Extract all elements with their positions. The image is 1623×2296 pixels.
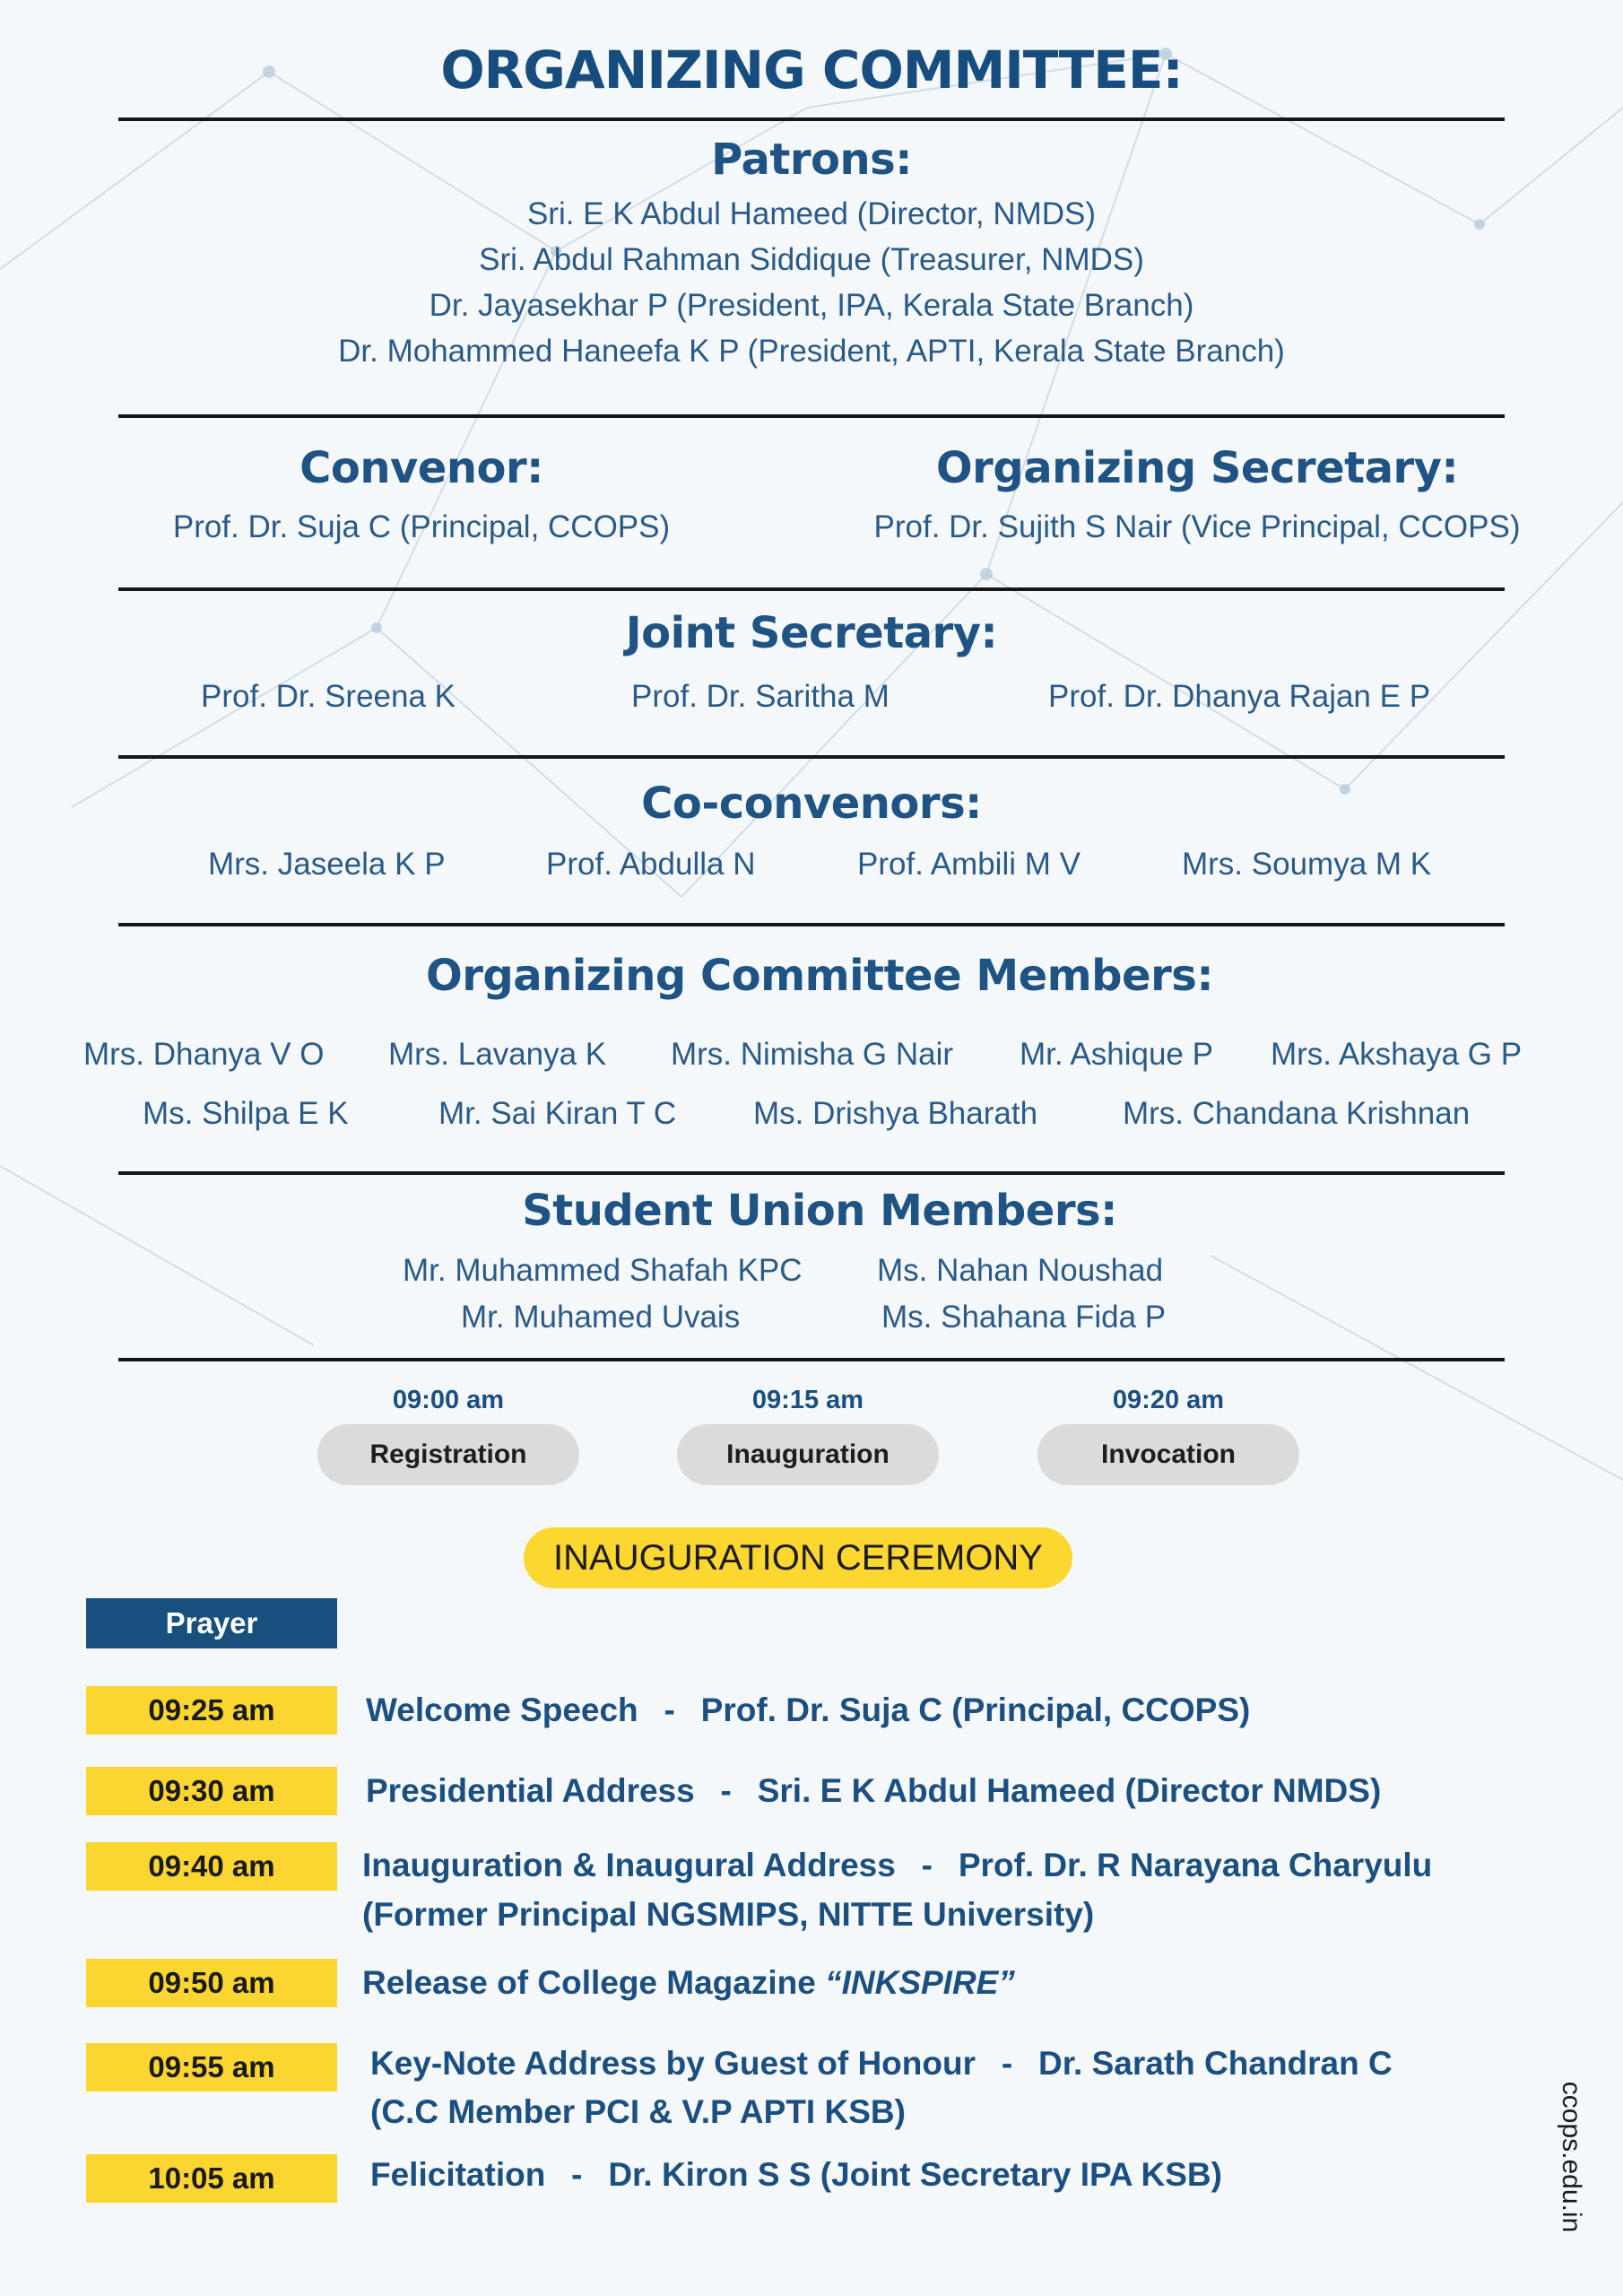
program-time: 09:25 am (86, 1686, 337, 1735)
schedule-time: 09:00 am (392, 1386, 505, 1414)
program-speaker: Prof. Dr. R Narayana Charyulu (958, 1847, 1433, 1883)
program-item (370, 2039, 1393, 2088)
divider (118, 923, 1505, 926)
student-union-name: Ms. Shahana Fida P (881, 1300, 1167, 1335)
convenor-name: Prof. Dr. Suja C (Principal, CCOPS) (172, 509, 671, 544)
committee-member-name: Mrs. Nimisha G Nair (671, 1037, 954, 1072)
program-time: 09:55 am (86, 2043, 337, 2092)
program-separator: - (1001, 2045, 1013, 2082)
co-convenor-name: Mrs. Jaseela K P (208, 847, 446, 882)
joint-secretary-heading: Joint Secretary: (625, 608, 998, 658)
co-convenor-name: Prof. Ambili M V (857, 847, 1081, 882)
student-union-name: Mr. Muhammed Shafah KPC (403, 1253, 803, 1288)
co-convenor-name: Prof. Abdulla N (546, 847, 756, 882)
program-time: 09:40 am (86, 1842, 337, 1891)
registration-pill: Registration (317, 1424, 579, 1485)
prayer-label: Prayer (86, 1598, 337, 1648)
program-title: Felicitation (370, 2156, 546, 2193)
program-speaker: Prof. Dr. Suja C (Principal, CCOPS) (700, 1692, 1251, 1728)
divider (118, 1171, 1505, 1175)
co-convenors-heading: Co-convenors: (641, 778, 982, 829)
program-speaker: Sri. E K Abdul Hameed (Director NMDS) (757, 1772, 1382, 1809)
divider (118, 1358, 1505, 1361)
committee-member-name: Mr. Sai Kiran T C (438, 1096, 677, 1131)
committee-member-name: Ms. Drishya Bharath (753, 1096, 1038, 1131)
program-time: 09:30 am (86, 1767, 337, 1815)
program-item (366, 1686, 1250, 1735)
program-item (362, 1841, 1432, 1890)
program-title: Welcome Speech (366, 1692, 638, 1728)
program-title: Release of College Magazine (362, 1964, 816, 2001)
program-item (370, 2151, 1222, 2199)
patron-name: Sri. Abdul Rahman Siddique (Treasurer, NMDS) (479, 242, 1144, 277)
schedule-time: 09:15 am (751, 1386, 864, 1414)
student-union-heading: Student Union Members: (522, 1186, 1117, 1236)
committee-member-name: Mrs. Dhanya V O (83, 1037, 325, 1072)
patron-name: Dr. Jayasekhar P (President, IPA, Kerala State Branch) (429, 288, 1194, 323)
joint-secretary-name: Prof. Dr. Dhanya Rajan E P (1048, 679, 1431, 714)
program-time: 09:50 am (86, 1959, 337, 2007)
program-speaker: Dr. Kiron S S (Joint Secretary IPA KSB) (608, 2156, 1222, 2193)
program-separator: - (921, 1847, 933, 1883)
committee-members-heading: Organizing Committee Members: (425, 951, 1214, 1001)
website-label (1551, 2081, 1591, 2233)
magazine-name: “INKSPIRE” (825, 1964, 1015, 2001)
program-title: Key-Note Address by Guest of Honour (370, 2045, 976, 2082)
program-time: 10:05 am (86, 2154, 337, 2203)
joint-secretary-name: Prof. Dr. Saritha M (631, 679, 890, 714)
committee-member-name: Mrs. Chandana Krishnan (1123, 1096, 1471, 1131)
program-separator: - (664, 1692, 675, 1728)
co-convenor-name: Mrs. Soumya M K (1182, 847, 1432, 882)
divider (118, 414, 1505, 418)
patrons-heading: Patrons: (711, 135, 912, 185)
program-title: Inauguration & Inaugural Address (362, 1847, 896, 1883)
joint-secretary-name: Prof. Dr. Sreena K (201, 679, 456, 714)
committee-member-name: Ms. Shilpa E K (143, 1096, 349, 1131)
convenor-heading: Convenor: (299, 443, 543, 493)
committee-member-name: Mr. Ashique P (1020, 1037, 1213, 1072)
schedule-time: 09:20 am (1112, 1386, 1225, 1414)
organizing-secretary-heading: Organizing Secretary: (935, 443, 1459, 493)
divider (118, 117, 1505, 121)
student-union-name: Ms. Nahan Noushad (877, 1253, 1164, 1288)
program-title: Presidential Address (366, 1772, 695, 1809)
program-speaker-affiliation: (C.C Member PCI & V.P APTI KSB) (370, 2093, 906, 2130)
website-text: ccops.edu.in (1557, 2081, 1586, 2233)
invocation-pill: Invocation (1037, 1424, 1299, 1485)
patron-name: Sri. E K Abdul Hameed (Director, NMDS) (526, 196, 1097, 231)
inauguration-pill: Inauguration (677, 1424, 939, 1485)
divider (118, 755, 1505, 759)
committee-member-name: Mrs. Lavanya K (388, 1037, 607, 1072)
program-separator: - (571, 2156, 583, 2193)
program-item (366, 1767, 1381, 1815)
student-union-name: Mr. Muhamed Uvais (461, 1300, 741, 1335)
program-separator: - (720, 1772, 732, 1809)
program-speaker-affiliation: (Former Principal NGSMIPS, NITTE University) (362, 1896, 1095, 1933)
patron-name: Dr. Mohammed Haneefa K P (President, APTI, Kerala State Branch) (338, 334, 1285, 369)
program-speaker: Dr. Sarath Chandran C (1037, 2045, 1393, 2082)
program-item (362, 1959, 1015, 2007)
page-title: ORGANIZING COMMITTEE: (440, 39, 1183, 100)
organizing-secretary-name: Prof. Dr. Sujith S Nair (Vice Principal, CCOPS) (873, 509, 1521, 544)
ceremony-badge: INAUGURATION CEREMONY (524, 1527, 1072, 1588)
committee-member-name: Mrs. Akshaya G P (1271, 1037, 1523, 1072)
divider (118, 587, 1505, 591)
